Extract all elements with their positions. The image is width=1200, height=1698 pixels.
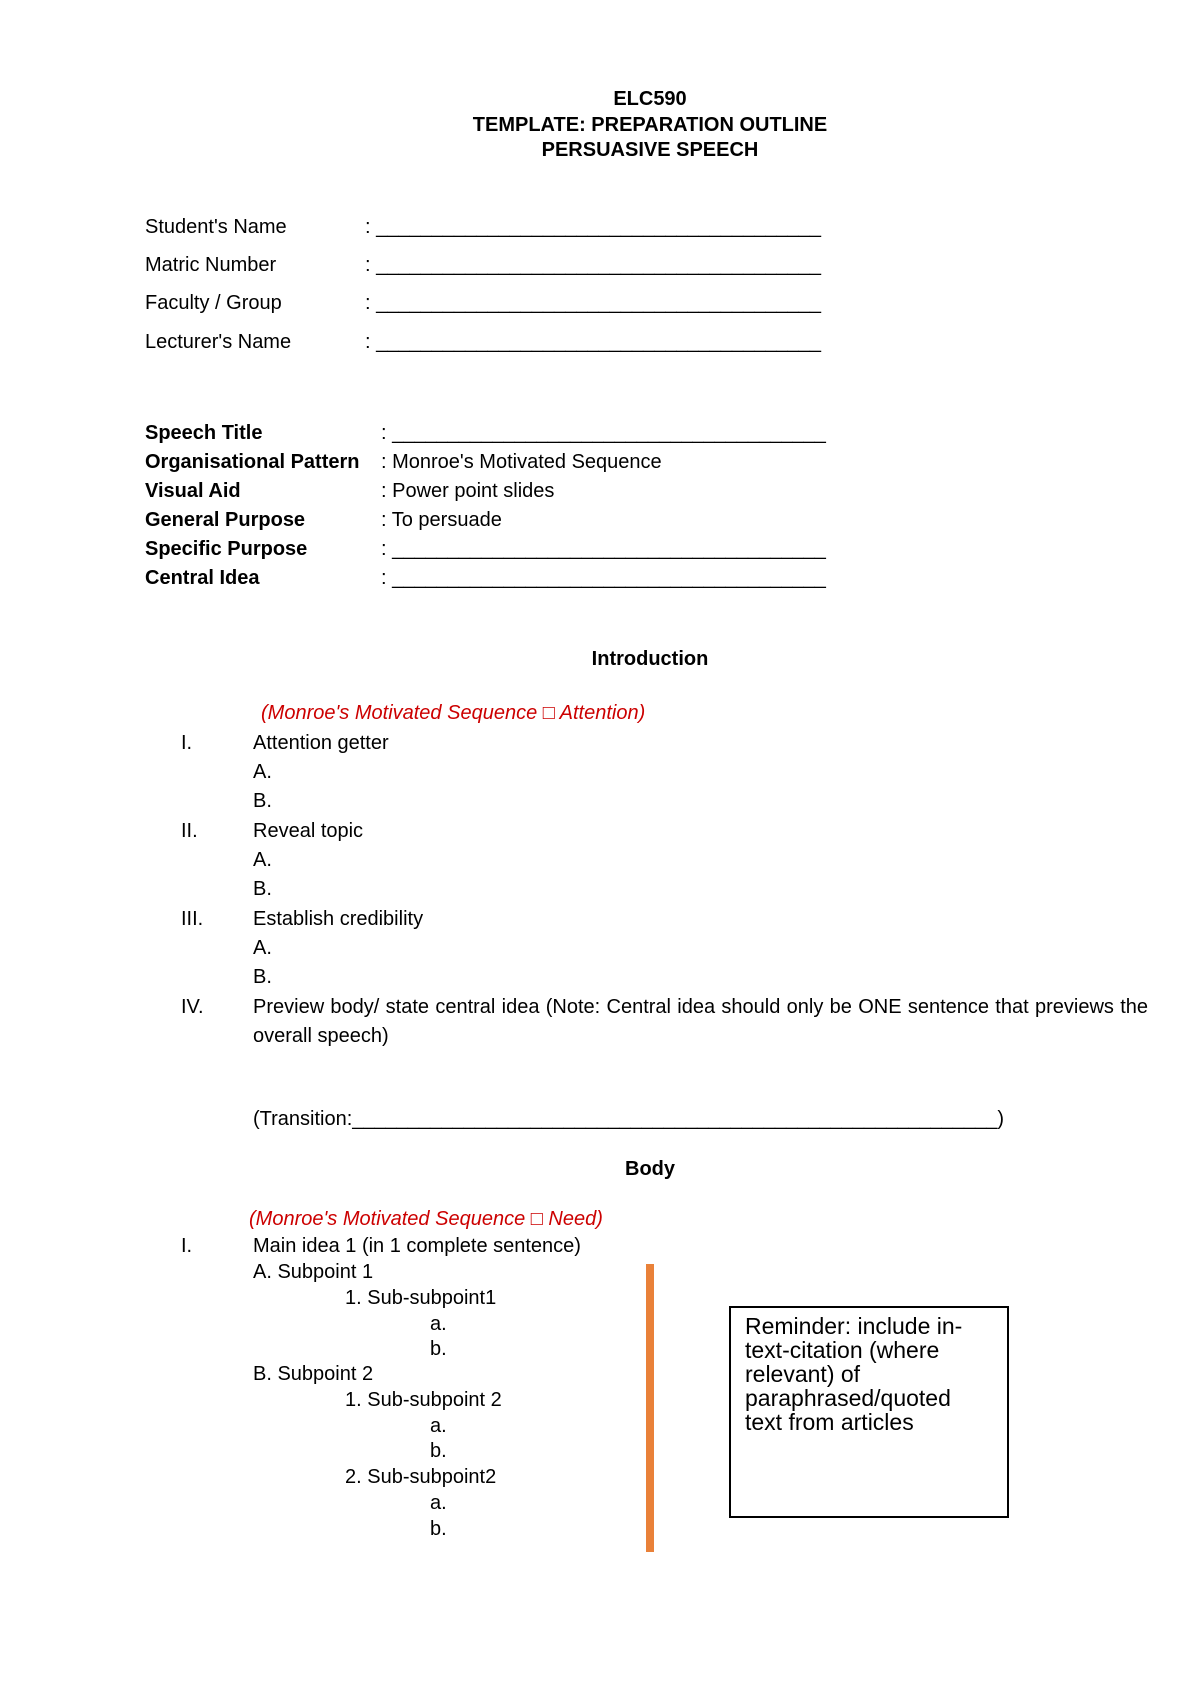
body-heading: Body: [625, 1158, 675, 1180]
intro-subpoint: B.: [253, 878, 272, 900]
body-sub-subpoint: 1. Sub-subpoint1: [345, 1287, 497, 1309]
faculty-group-field: : ________________________________________: [365, 292, 822, 314]
intro-item-attention-getter: Attention getter: [253, 732, 389, 754]
speech-title-field: : _______________________________________: [381, 422, 826, 444]
document-subtitle: PERSUASIVE SPEECH: [541, 139, 759, 161]
body-main-idea: Main idea 1 (in 1 complete sentence): [253, 1235, 581, 1257]
matric-number-label: Matric Number: [145, 254, 277, 276]
general-purpose-value: : To persuade: [381, 509, 502, 531]
body-sub-sub-item: a.: [430, 1492, 447, 1514]
body-sub-sub-item: b.: [430, 1338, 447, 1360]
body-sub-sub-item: b.: [430, 1518, 447, 1540]
body-numeral-1: I.: [181, 1235, 193, 1257]
body-sub-subpoint: 2. Sub-subpoint2: [345, 1466, 497, 1488]
body-sub-subpoint: 1. Sub-subpoint 2: [345, 1389, 502, 1411]
intro-numeral-1: I.: [181, 732, 193, 754]
lecturer-name-field: : ________________________________________: [365, 331, 822, 353]
student-name-label: Student's Name: [145, 216, 287, 238]
visual-aid-value: : Power point slides: [381, 480, 555, 502]
intro-subpoint: A.: [253, 849, 272, 871]
intro-subpoint: B.: [253, 790, 272, 812]
intro-item-preview-body: Preview body/ state central idea (Note: Central idea should only be ONE sentence that previews the overall speech): [253, 996, 1148, 1047]
central-idea-label: Central Idea: [145, 567, 260, 589]
body-subpoint-b: B. Subpoint 2: [253, 1363, 374, 1385]
intro-item-establish-credibility: Establish credibility: [253, 908, 424, 930]
intro-item-reveal-topic: Reveal topic: [253, 820, 364, 842]
body-sub-sub-item: a.: [430, 1313, 447, 1335]
lecturer-name-label: Lecturer's Name: [145, 331, 292, 353]
intro-subpoint: A.: [253, 761, 272, 783]
organisational-pattern-label: Organisational Pattern: [145, 451, 360, 473]
organisational-pattern-value: : Monroe's Motivated Sequence: [381, 451, 662, 473]
central-idea-field: : _______________________________________: [381, 567, 826, 589]
body-sub-sub-item: b.: [430, 1440, 447, 1462]
faculty-group-label: Faculty / Group: [145, 292, 282, 314]
specific-purpose-field: : _______________________________________: [381, 538, 826, 560]
speech-title-label: Speech Title: [145, 422, 263, 444]
document-title: TEMPLATE: PREPARATION OUTLINE: [472, 114, 828, 136]
intro-numeral-3: III.: [181, 908, 204, 930]
accent-bar: [646, 1264, 654, 1552]
body-sub-sub-item: a.: [430, 1415, 447, 1437]
intro-subpoint: A.: [253, 937, 272, 959]
intro-subpoint: B.: [253, 966, 272, 988]
intro-numeral-4: IV.: [181, 996, 204, 1018]
transition-line: (Transition:__________________________________________________________): [253, 1108, 1005, 1130]
introduction-heading: Introduction: [591, 648, 709, 670]
intro-numeral-2: II.: [181, 820, 198, 842]
visual-aid-label: Visual Aid: [145, 480, 241, 502]
body-sequence-note: (Monroe's Motivated Sequence □ Need): [249, 1208, 603, 1230]
general-purpose-label: General Purpose: [145, 509, 306, 531]
student-name-field: : ________________________________________: [365, 216, 822, 238]
reminder-box: Reminder: include in-text-citation (where relevant) of paraphrased/quoted text from articles: [729, 1306, 1009, 1518]
body-subpoint-a: A. Subpoint 1: [253, 1261, 374, 1283]
specific-purpose-label: Specific Purpose: [145, 538, 308, 560]
introduction-sequence-note: (Monroe's Motivated Sequence □ Attention): [261, 702, 646, 724]
matric-number-field: : ________________________________________: [365, 254, 822, 276]
course-code: ELC590: [613, 88, 687, 110]
